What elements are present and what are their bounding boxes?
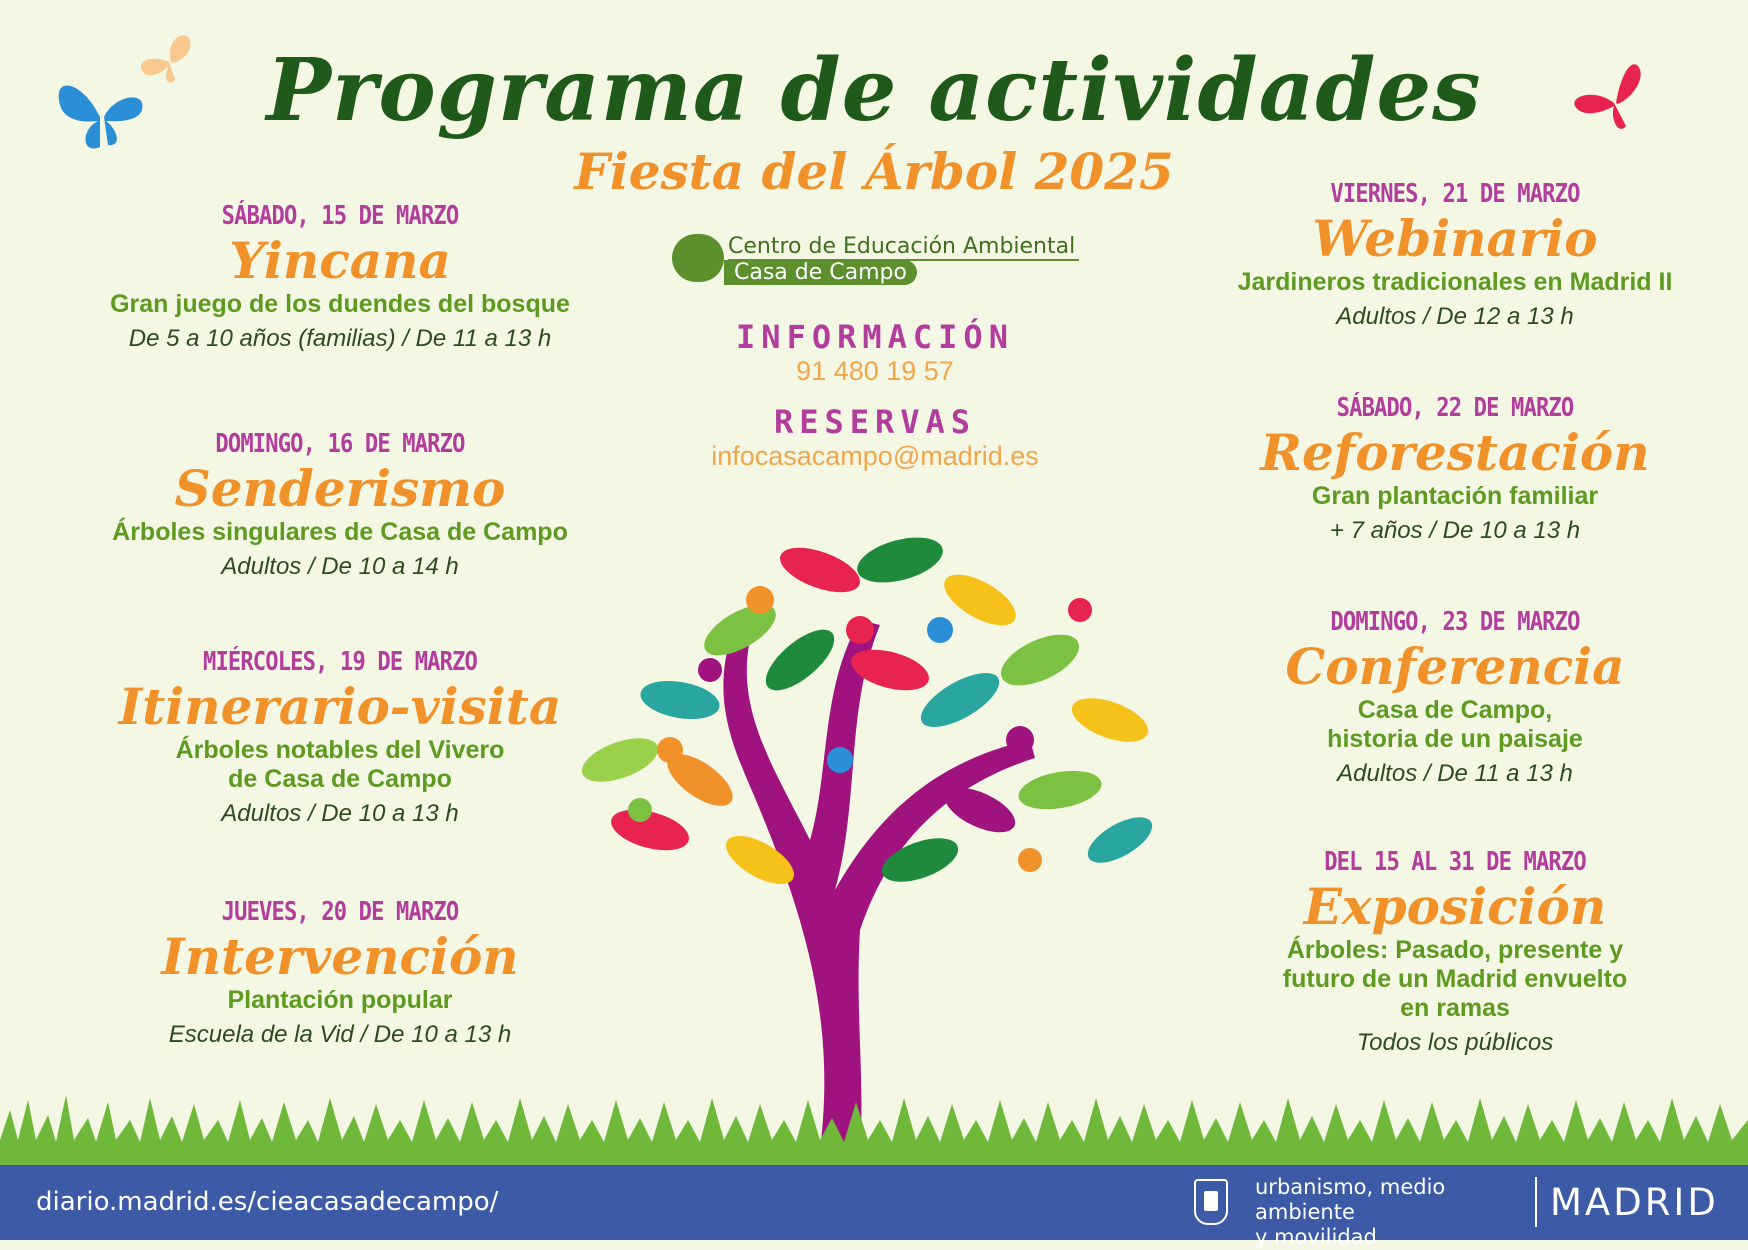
footer-bar <box>0 1165 1748 1249</box>
event-meta: Adultos / De 10 a 14 h <box>221 553 459 580</box>
event-meta: Adultos / De 12 a 13 h <box>1336 303 1574 330</box>
logo-line-1: Centro de Educación Ambiental <box>728 234 1079 261</box>
info-phone: 91 480 19 57 <box>796 356 954 386</box>
info-label: INFORMACIÓN <box>736 318 1014 356</box>
grass-decoration <box>0 1080 1748 1170</box>
event-name: Webinario <box>1312 209 1598 268</box>
event-date: SÁBADO, 15 DE MARZO <box>221 201 459 231</box>
event-description: Jardineros tradicionales en Madrid II <box>1237 268 1673 296</box>
event-date: DOMINGO, 16 DE MARZO <box>215 429 465 459</box>
event-description: Gran juego de los duendes del bosque <box>110 290 570 318</box>
event-name: Yincana <box>229 231 451 290</box>
city-logo-text: MADRID <box>1550 1181 1719 1224</box>
event-meta: Adultos / De 11 a 13 h <box>1337 760 1573 787</box>
page-title: Programa de actividades <box>266 40 1482 141</box>
event-date: DOMINGO, 23 DE MARZO <box>1330 607 1580 637</box>
event-senderismo <box>80 428 600 646</box>
footer-divider <box>1535 1177 1537 1227</box>
event-meta: Todos los públicos <box>1356 1029 1554 1056</box>
event-name: Exposición <box>1303 877 1607 936</box>
event-conferencia <box>1195 606 1715 846</box>
event-meta: Adultos / De 10 a 13 h <box>221 800 459 827</box>
event-description: Árboles singulares de Casa de Campo <box>112 518 568 546</box>
event-meta: De 5 a 10 años (familias) / De 11 a 13 h <box>128 325 552 352</box>
logo-line-2: Casa de Campo <box>724 260 917 285</box>
event-date: SÁBADO, 22 DE MARZO <box>1336 393 1574 423</box>
event-reforestacion <box>1195 392 1715 606</box>
event-date: VIERNES, 21 DE MARZO <box>1330 179 1580 209</box>
event-itinerario-visita <box>80 646 600 896</box>
event-name: Senderismo <box>174 459 506 518</box>
department-name: urbanismo, medio ambiente y movilidad <box>1255 1175 1446 1249</box>
event-name: Intervención <box>161 927 519 986</box>
website-link[interactable]: diario.madrid.es/cieacasadecampo/ <box>36 1187 499 1217</box>
left-events-column <box>80 200 600 1055</box>
reservas-email: infocasacampo@madrid.es <box>711 441 1039 471</box>
event-meta: + 7 años / De 10 a 13 h <box>1329 517 1581 544</box>
event-description: Árboles notables del Vivero de Casa de Campo <box>175 736 505 793</box>
page-subtitle: Fiesta del Árbol 2025 <box>574 142 1174 201</box>
event-description: Gran plantación familiar <box>1311 482 1599 510</box>
reservas-label: RESERVAS <box>773 403 977 441</box>
event-description: Árboles: Pasado, presente y futuro de un Madrid envuelto en ramas <box>1282 936 1628 1022</box>
contact-info <box>700 318 1050 472</box>
cea-casa-de-campo-logo <box>672 230 1076 286</box>
event-name: Itinerario-visita <box>118 677 562 736</box>
right-events-column <box>1195 178 1715 1063</box>
event-description: Casa de Campo, historia de un paisaje <box>1327 696 1583 753</box>
event-meta: Escuela de la Vid / De 10 a 13 h <box>168 1021 512 1048</box>
tree-logo-icon <box>672 234 724 282</box>
event-webinario <box>1195 178 1715 392</box>
event-yincana <box>80 200 600 428</box>
event-intervencion <box>80 896 600 1055</box>
madrid-crest-icon <box>1194 1179 1228 1225</box>
event-description: Plantación popular <box>227 986 453 1014</box>
event-date: JUEVES, 20 DE MARZO <box>221 897 459 927</box>
event-name: Reforestación <box>1260 423 1650 482</box>
event-name: Conferencia <box>1285 637 1625 696</box>
flower-tree-illustration <box>560 510 1220 1160</box>
event-date: DEL 15 AL 31 DE MARZO <box>1324 847 1586 877</box>
event-exposicion <box>1195 846 1715 1063</box>
event-date: MIÉRCOLES, 19 DE MARZO <box>202 647 478 677</box>
